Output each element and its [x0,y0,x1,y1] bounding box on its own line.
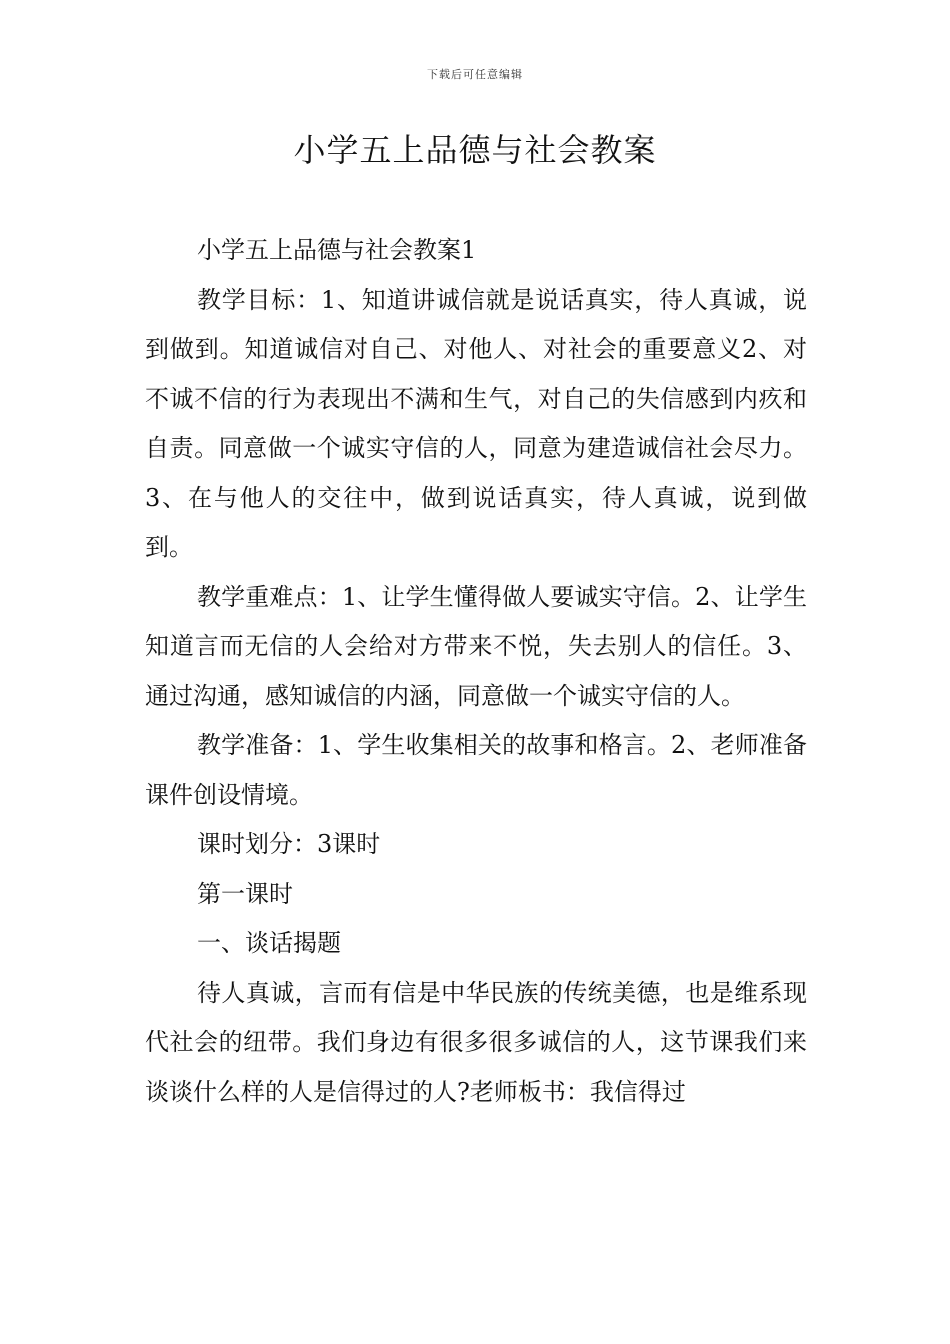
paragraph-key-points: 教学重难点：1、让学生懂得做人要诚实守信。2、让学生知道言而无信的人会给对方带来不悦，失去别人的信任。3、通过沟通，感知诚信的内涵，同意做一个诚实守信的人。 [145,582,807,710]
paragraph-intro: 待人真诚，言而有信是中华民族的传统美德，也是维系现代社会的纽带。我们身边有很多很多诚信的人，这节课我们来谈谈什么样的人是信得过的人?老师板书：我信得过 [145,978,807,1106]
paragraph-section-heading: 一、谈话揭题 [197,929,341,957]
document-title: 小学五上品德与社会教案 [293,131,657,169]
document-body [145,226,807,1117]
paragraph-preparation: 教学准备：1、学生收集相关的故事和格言。2、老师准备课件创设情境。 [145,731,807,809]
paragraph-lesson-one: 第一课时 [197,879,293,908]
header-note: 下载后可任意编辑 [427,68,523,81]
paragraph-schedule: 课时划分：3课时 [197,830,381,858]
paragraph-subtitle: 小学五上品德与社会教案1 [197,236,477,264]
paragraph-objectives: 教学目标：1、知道讲诚信就是说话真实，待人真诚，说到做到。知道诚信对自己、对他人、对社会的重要意义2、对不诚不信的行为表现出不满和生气，对自己的失信感到内疚和自责。同意做一个诚实守信的人，同意为建造诚信社会尽力。3、在与他人的交往中，做到说话真实，待人真诚，说到做到。 [145,285,807,561]
